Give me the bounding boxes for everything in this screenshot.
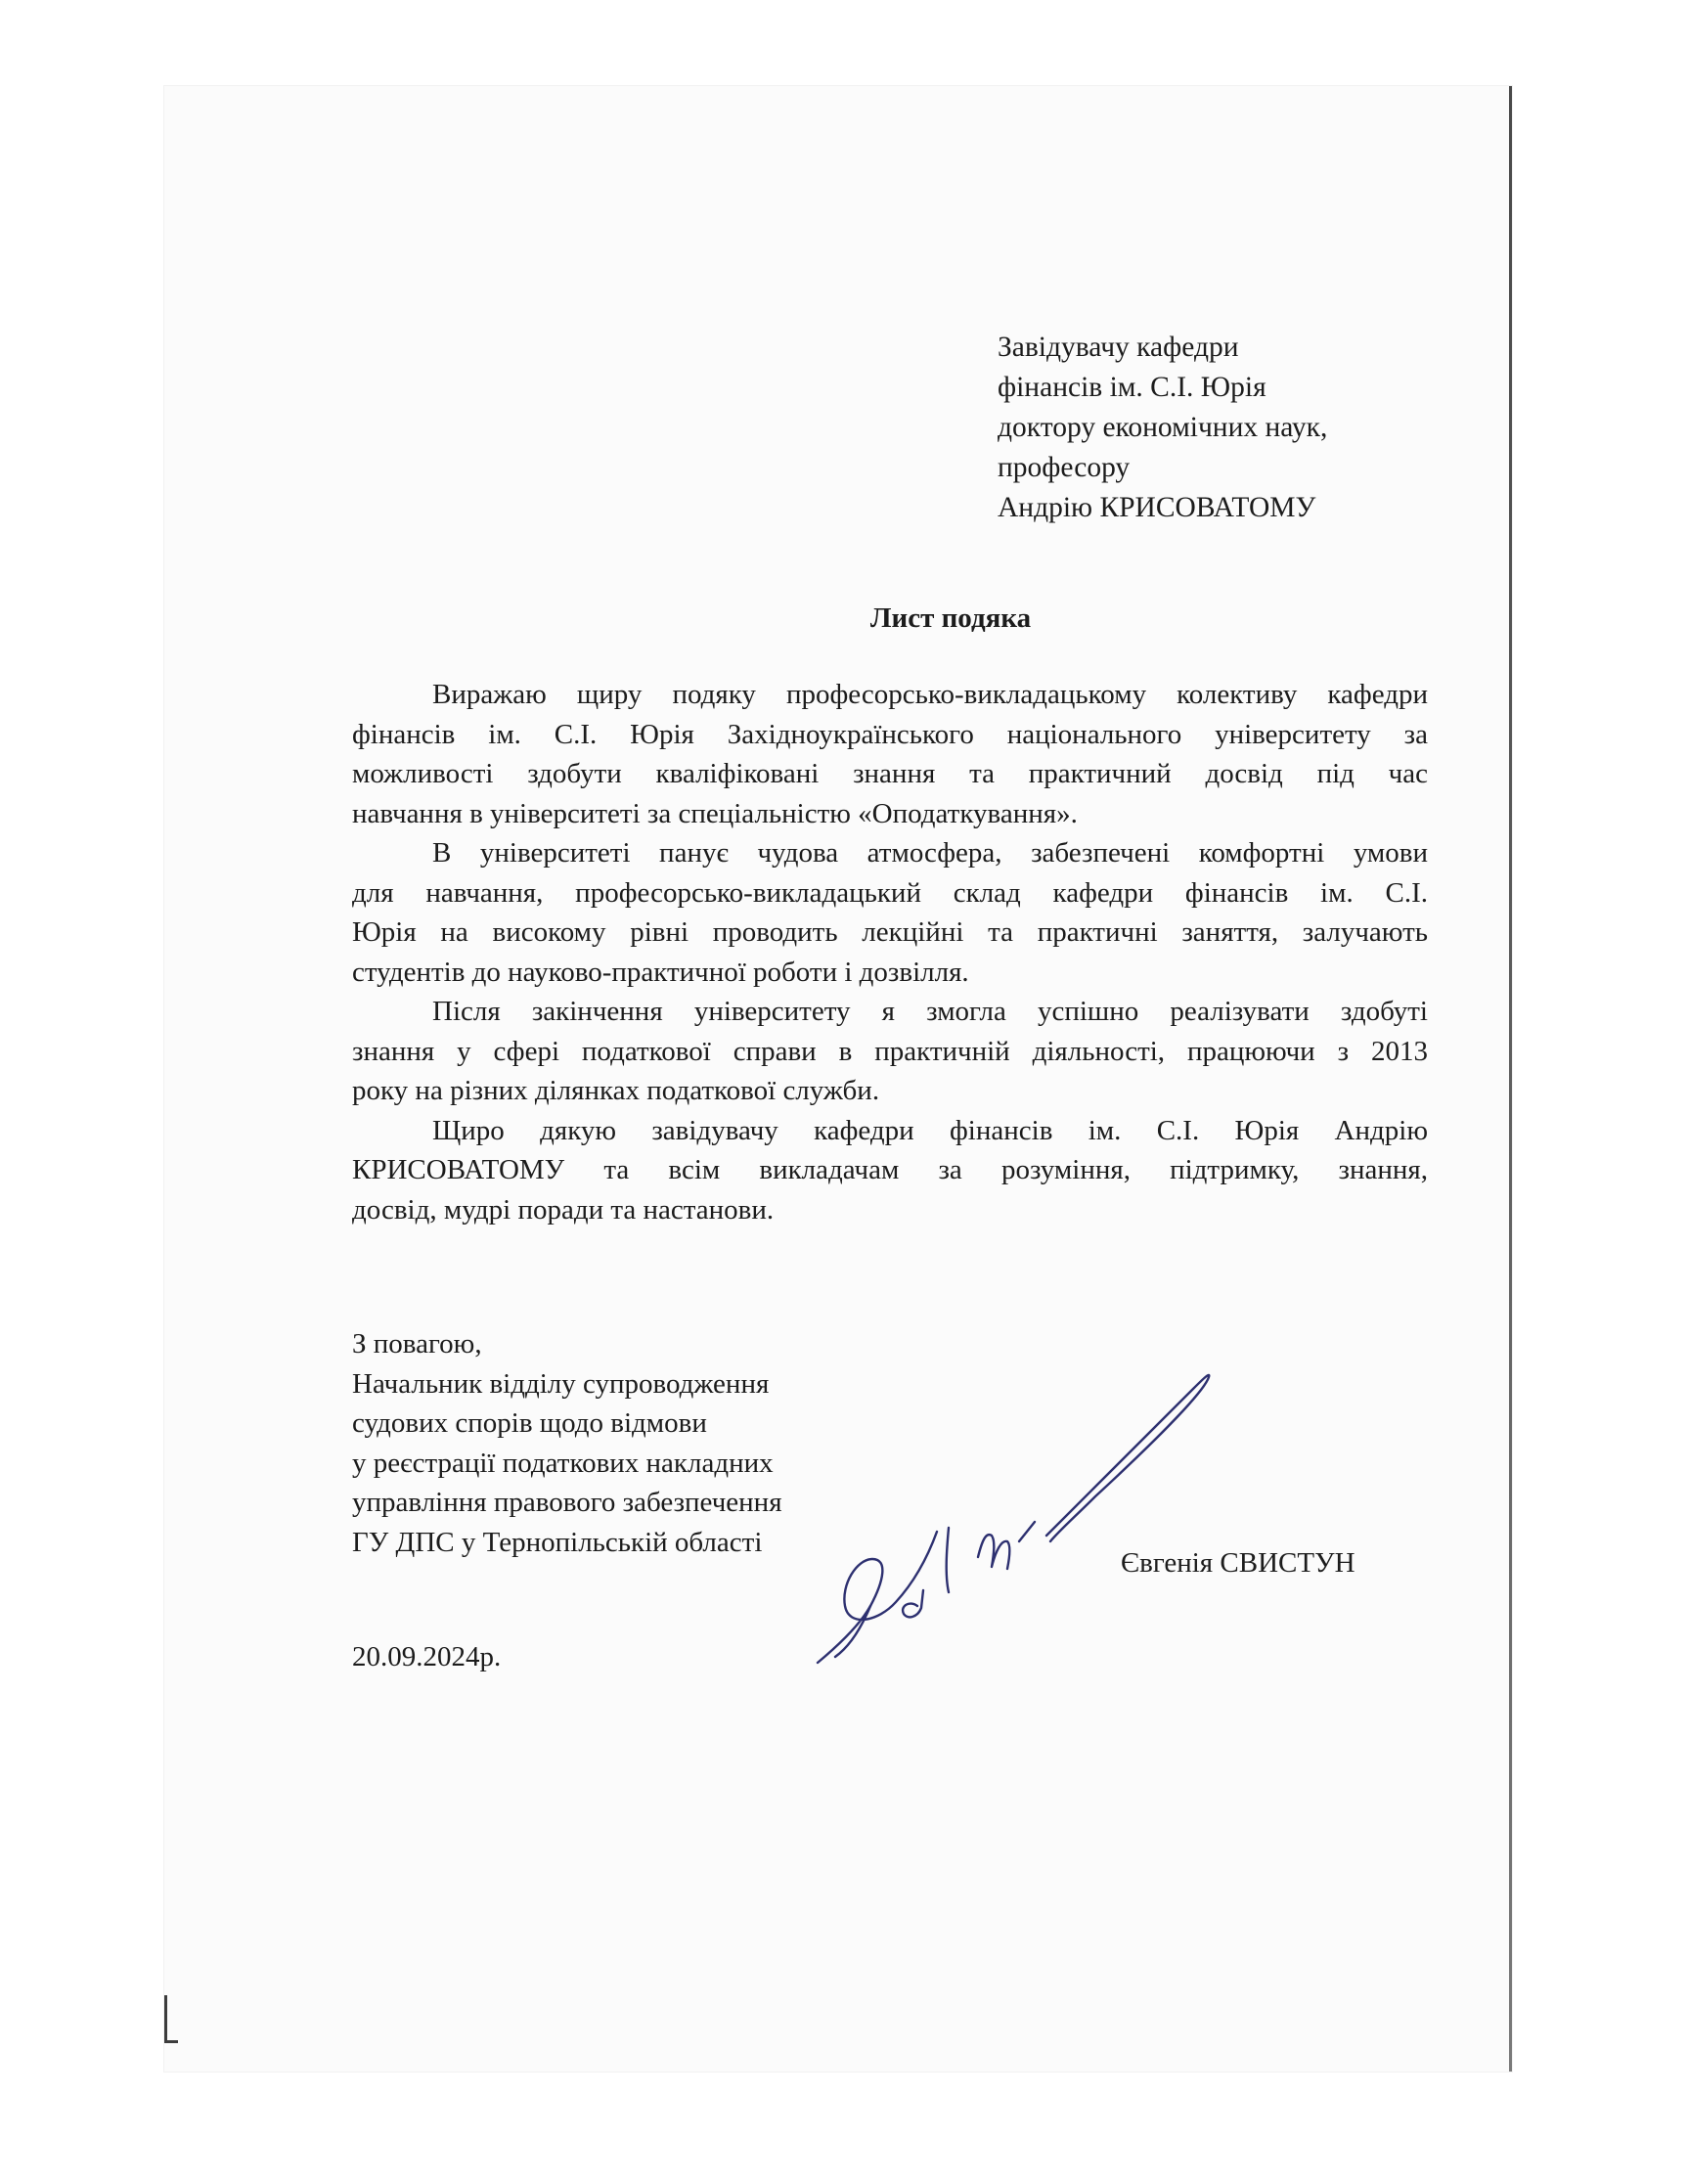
- paragraph-3: [352, 992, 1428, 1111]
- addressee-line: професору: [998, 452, 1131, 483]
- body-line: досвід, мудрі поради та настанови.: [352, 1193, 775, 1226]
- corner-mark-vertical: [164, 1995, 167, 2042]
- body-line: Щиро дякую завідувачу кафедри фінансів ім. С.І. Юрія Андрію: [432, 1114, 1428, 1146]
- addressee-line: фінансів ім. С.І. Юрія: [998, 372, 1266, 403]
- body-line: можливості здобути кваліфіковані знання та практичний досвід під час: [352, 758, 1428, 789]
- letter-title: Лист подяка: [869, 602, 1032, 634]
- closing-line: ГУ ДПС у Тернопільській області: [352, 1526, 763, 1558]
- body-line: навчання в університеті за спеціальністю «Оподаткування».: [352, 797, 1078, 829]
- paragraph-1: [352, 675, 1428, 833]
- addressee-line: Завідувачу кафедри: [998, 332, 1239, 363]
- body-line: В університеті панує чудова атмосфера, забезпечені комфортні умови: [432, 837, 1428, 869]
- closing-block: [352, 1324, 782, 1562]
- body-line: Після закінчення університету я змогла успішно реалізувати здобуті: [432, 996, 1428, 1027]
- handwritten-signature: [802, 1350, 1310, 1682]
- body-line: року на різних ділянках податкової служби.: [352, 1075, 880, 1106]
- closing-line: З повагою,: [352, 1328, 482, 1359]
- corner-mark-horizontal: [164, 2040, 178, 2043]
- paragraph-2: [352, 833, 1428, 992]
- body-line: Виражаю щиру подяку професорсько-викладацькому колективу кафедри: [432, 679, 1428, 710]
- closing-line: у реєстрації податкових накладних: [352, 1447, 774, 1479]
- body-line: Юрія на високому рівні проводить лекційні та практичні заняття, залучають: [352, 916, 1428, 948]
- closing-line: Начальник відділу супроводження: [352, 1367, 770, 1400]
- addressee-line: Андрію КРИСОВАТОМУ: [998, 492, 1316, 523]
- letter-title-wrap: [0, 599, 1688, 638]
- paragraph-4: [352, 1111, 1428, 1230]
- addressee-block: [998, 328, 1327, 528]
- body-line: фінансів ім. С.І. Юрія Західноукраїнського національного університету за: [352, 718, 1428, 750]
- letter-body: [352, 675, 1428, 1229]
- letter-date: 20.09.2024р.: [352, 1641, 502, 1672]
- body-line: КРИСОВАТОМУ та всім викладачам за розуміння, підтримку, знання,: [352, 1154, 1428, 1185]
- closing-line: судових спорів щодо відмови: [352, 1407, 707, 1439]
- body-line: знання у сфері податкової справи в практичній діяльності, працюючи з 2013: [352, 1035, 1428, 1067]
- closing-line: управління правового забезпечення: [352, 1487, 782, 1518]
- paper-edge-shadow: [1509, 86, 1512, 2072]
- signer-name: Євгенія СВИСТУН: [1121, 1547, 1355, 1579]
- body-line: для навчання, професорсько-викладацький склад кафедри фінансів ім. С.І.: [352, 876, 1428, 909]
- addressee-line: доктору економічних наук,: [998, 412, 1328, 443]
- body-line: студентів до науково-практичної роботи і дозвілля.: [352, 956, 969, 988]
